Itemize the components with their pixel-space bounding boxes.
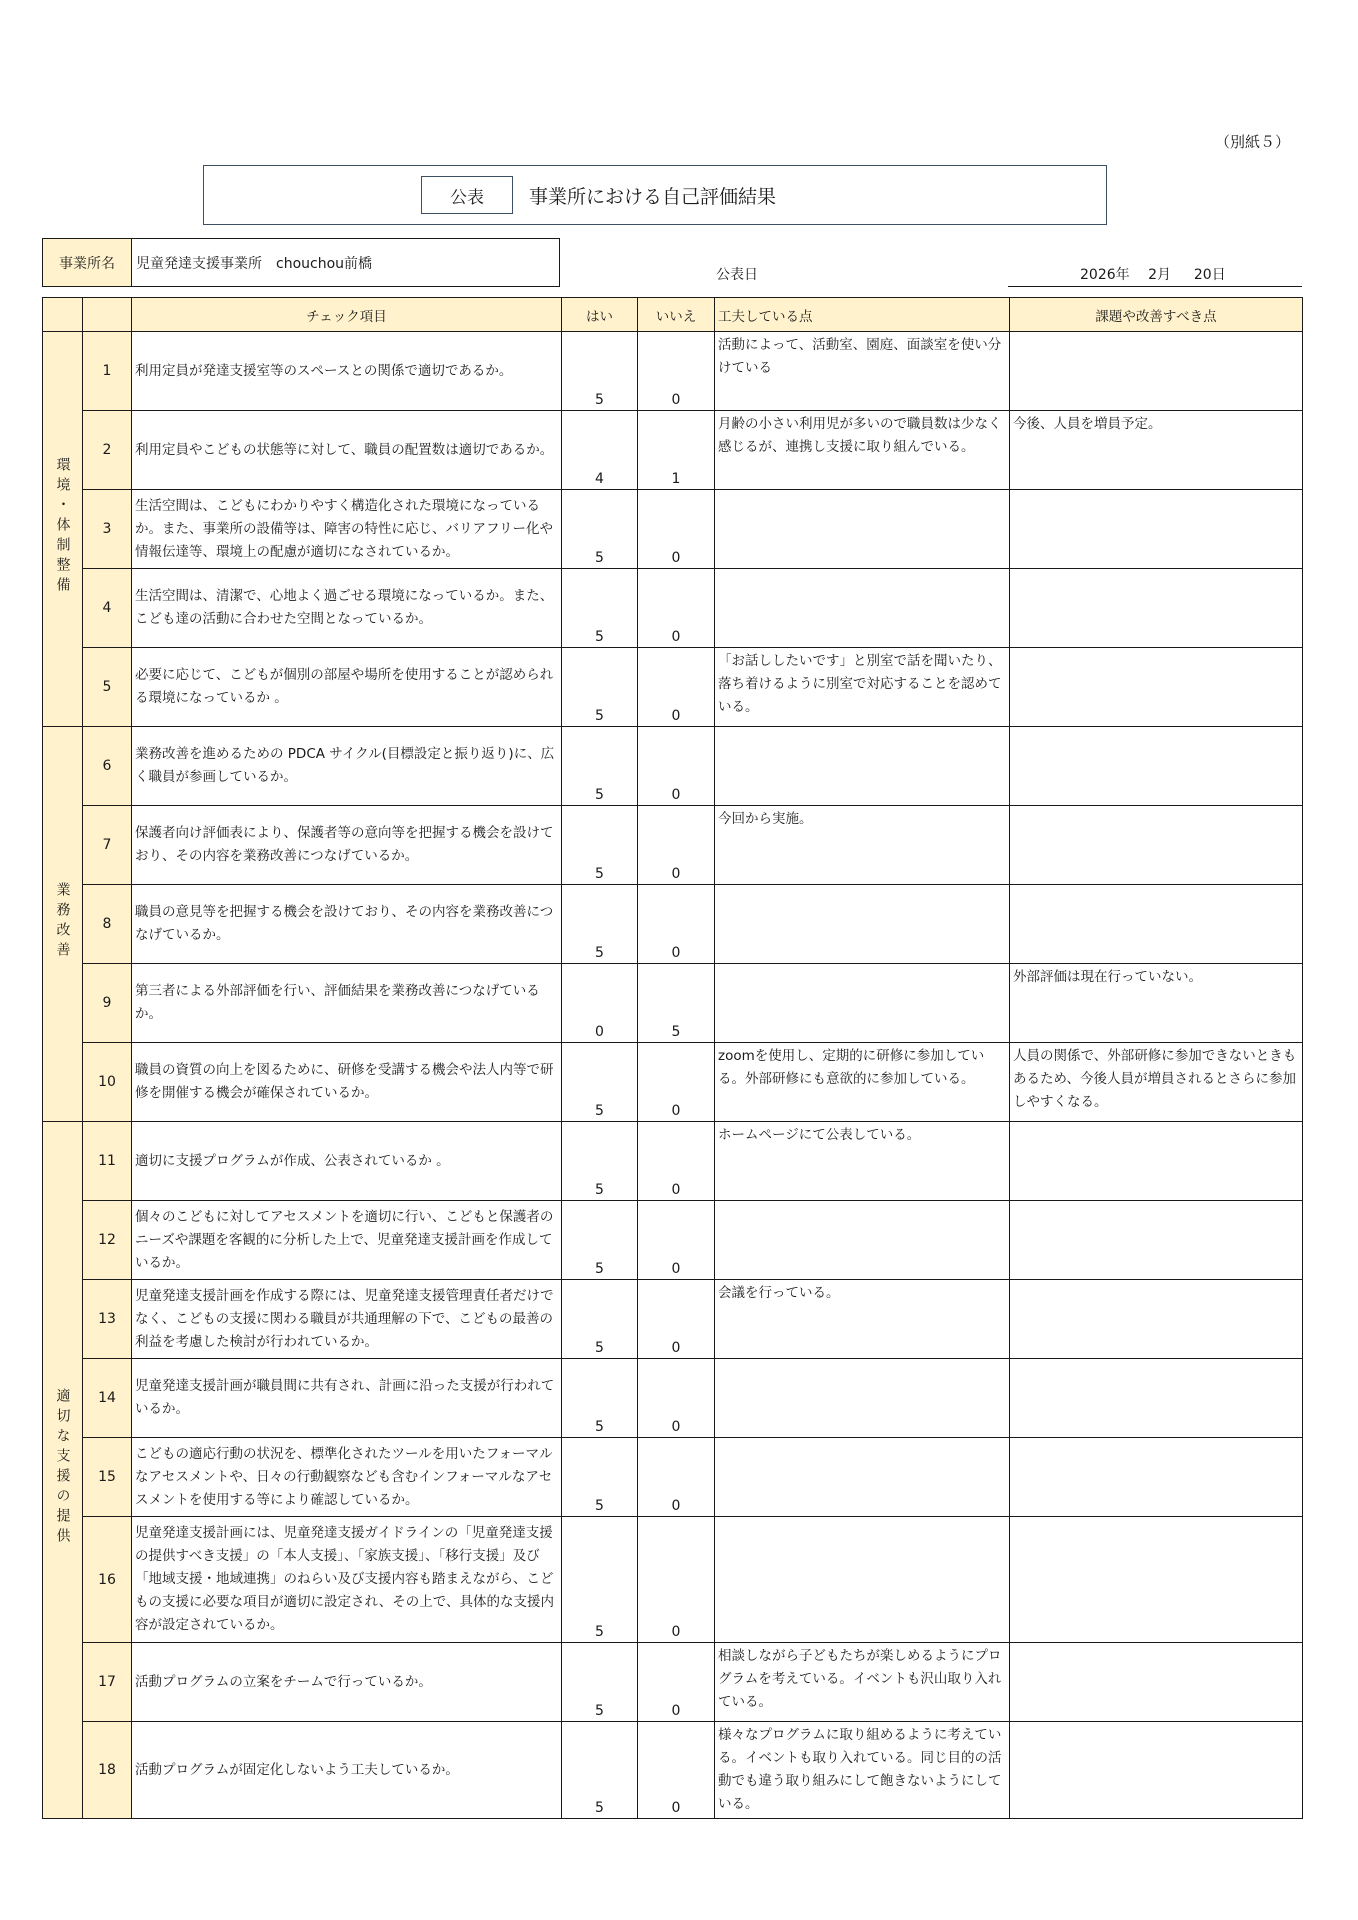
- ingenuity-text: [715, 1201, 1010, 1280]
- ingenuity-text: 様々なプログラムに取り組めるように考えている。イベントも取り入れている。同じ目的の活動でも違う取り組みにして飽きないようにしている。: [715, 1722, 1010, 1819]
- yes-count: 0: [562, 964, 638, 1043]
- question-text: 生活空間は、こどもにわかりやすく構造化された環境になっているか。また、事業所の設備等は、障害の特性に応じ、バリアフリー化や情報伝達等、環境上の配慮が適切になされているか。: [132, 490, 562, 569]
- ingenuity-text: [715, 964, 1010, 1043]
- ingenuity-text: 今回から実施。: [715, 806, 1010, 885]
- yes-count: 5: [562, 332, 638, 411]
- issues-text: [1010, 1359, 1303, 1438]
- no-count: 0: [638, 1359, 715, 1438]
- no-count: 0: [638, 727, 715, 806]
- ingenuity-text: 会議を行っている。: [715, 1280, 1010, 1359]
- question-text: 第三者による外部評価を行い、評価結果を業務改善につなげているか。: [132, 964, 562, 1043]
- category-business-improvement: 業務改善: [43, 727, 83, 1122]
- issues-text: 今後、人員を増員予定。: [1010, 411, 1303, 490]
- question-text: 職員の資質の向上を図るために、研修を受講する機会や法人内等で研修を開催する機会が確保されているか。: [132, 1043, 562, 1122]
- no-count: 0: [638, 490, 715, 569]
- header-yes: はい: [562, 298, 638, 332]
- row-number: 11: [83, 1122, 132, 1201]
- yes-count: 5: [562, 648, 638, 727]
- no-count: 0: [638, 648, 715, 727]
- yes-count: 5: [562, 1280, 638, 1359]
- issues-text: [1010, 1122, 1303, 1201]
- header-issues: 課題や改善すべき点: [1010, 298, 1303, 332]
- ingenuity-text: 「お話ししたいです」と別室で話を聞いたり、落ち着けるように別室で対応することを認めている。: [715, 648, 1010, 727]
- question-text: 個々のこどもに対してアセスメントを適切に行い、こどもと保護者のニーズや課題を客観的に分析した上で、児童発達支援計画を作成しているか。: [132, 1201, 562, 1280]
- yes-count: 5: [562, 1438, 638, 1517]
- annex-label: （別紙５）: [1214, 133, 1290, 151]
- ingenuity-text: [715, 569, 1010, 648]
- row-number: 18: [83, 1722, 132, 1819]
- no-count: 0: [638, 1722, 715, 1819]
- issues-text: [1010, 806, 1303, 885]
- yes-count: 5: [562, 1122, 638, 1201]
- no-count: 0: [638, 332, 715, 411]
- header-number: [83, 298, 132, 332]
- yes-count: 5: [562, 1359, 638, 1438]
- row-number: 17: [83, 1643, 132, 1722]
- date-underline: [1008, 286, 1302, 287]
- table-row: [43, 806, 1303, 885]
- table-row: [43, 569, 1303, 648]
- no-count: 0: [638, 1280, 715, 1359]
- ingenuity-text: [715, 727, 1010, 806]
- question-text: 利用定員やこどもの状態等に対して、職員の配置数は適切であるか。: [132, 411, 562, 490]
- row-number: 1: [83, 332, 132, 411]
- row-number: 10: [83, 1043, 132, 1122]
- no-count: 0: [638, 1643, 715, 1722]
- ingenuity-text: ホームページにて公表している。: [715, 1122, 1010, 1201]
- issues-text: 人員の関係で、外部研修に参加できないときもあるため、今後人員が増員されるとさらに参加しやすくなる。: [1010, 1043, 1303, 1122]
- no-count: 0: [638, 1043, 715, 1122]
- issues-text: 外部評価は現在行っていない。: [1010, 964, 1303, 1043]
- question-text: こどもの適応行動の状況を、標準化されたツールを用いたフォーマルなアセスメントや、日々の行動観察なども含むインフォーマルなアセスメントを使用する等により確認しているか。: [132, 1438, 562, 1517]
- header-category: [43, 298, 83, 332]
- no-count: 0: [638, 1517, 715, 1643]
- ingenuity-text: [715, 1359, 1010, 1438]
- issues-text: [1010, 569, 1303, 648]
- question-text: 活動プログラムが固定化しないよう工夫しているか。: [132, 1722, 562, 1819]
- ingenuity-text: [715, 1517, 1010, 1643]
- yes-count: 5: [562, 1201, 638, 1280]
- yes-count: 5: [562, 1722, 638, 1819]
- table-row: [43, 727, 1303, 806]
- no-count: 0: [638, 1438, 715, 1517]
- yes-count: 5: [562, 569, 638, 648]
- row-number: 2: [83, 411, 132, 490]
- row-number: 3: [83, 490, 132, 569]
- evaluation-table: [42, 297, 1303, 1819]
- issues-text: [1010, 1517, 1303, 1643]
- table-row: [43, 648, 1303, 727]
- table-row: [43, 964, 1303, 1043]
- issues-text: [1010, 1438, 1303, 1517]
- table-row: [43, 1722, 1303, 1819]
- ingenuity-text: zoomを使用し、定期的に研修に参加している。外部研修にも意欲的に参加している。: [715, 1043, 1010, 1122]
- ingenuity-text: 活動によって、活動室、園庭、面談室を使い分けている: [715, 332, 1010, 411]
- table-row: [43, 332, 1303, 411]
- table-row: [43, 1517, 1303, 1643]
- yes-count: 5: [562, 490, 638, 569]
- issues-text: [1010, 1280, 1303, 1359]
- ingenuity-text: 相談しながら子どもたちが楽しめるようにプログラムを考えている。イベントも沢山取り入れている。: [715, 1643, 1010, 1722]
- header-no: いいえ: [638, 298, 715, 332]
- office-name-label: 事業所名: [43, 239, 132, 286]
- table-row: [43, 490, 1303, 569]
- table-row: [43, 411, 1303, 490]
- header-ingenuity: 工夫している点: [715, 298, 1010, 332]
- yes-count: 5: [562, 806, 638, 885]
- question-text: 利用定員が発達支援室等のスペースとの関係で適切であるか。: [132, 332, 562, 411]
- category-appropriate-support: 適切な支援の提供: [43, 1122, 83, 1819]
- issues-text: [1010, 332, 1303, 411]
- row-number: 7: [83, 806, 132, 885]
- row-number: 9: [83, 964, 132, 1043]
- no-count: 1: [638, 411, 715, 490]
- yes-count: 5: [562, 727, 638, 806]
- question-text: 活動プログラムの立案をチームで行っているか。: [132, 1643, 562, 1722]
- ingenuity-text: [715, 1438, 1010, 1517]
- row-number: 16: [83, 1517, 132, 1643]
- no-count: 0: [638, 806, 715, 885]
- issues-text: [1010, 727, 1303, 806]
- yes-count: 5: [562, 1517, 638, 1643]
- title-box: [203, 165, 1107, 225]
- no-count: 0: [638, 885, 715, 964]
- table-row: [43, 1643, 1303, 1722]
- table-row: [43, 1359, 1303, 1438]
- question-text: 児童発達支援計画が職員間に共有され、計画に沿った支援が行われているか。: [132, 1359, 562, 1438]
- no-count: 0: [638, 1122, 715, 1201]
- row-number: 5: [83, 648, 132, 727]
- question-text: 必要に応じて、こどもが個別の部屋や場所を使用することが認められる環境になっているか 。: [132, 648, 562, 727]
- row-number: 6: [83, 727, 132, 806]
- row-number: 15: [83, 1438, 132, 1517]
- table-row: [43, 1122, 1303, 1201]
- yes-count: 5: [562, 1043, 638, 1122]
- yes-count: 5: [562, 1643, 638, 1722]
- issues-text: [1010, 1201, 1303, 1280]
- table-row: [43, 1280, 1303, 1359]
- no-count: 0: [638, 569, 715, 648]
- issues-text: [1010, 490, 1303, 569]
- row-number: 8: [83, 885, 132, 964]
- publish-date-value: 2026年 2月 20日: [1080, 267, 1226, 283]
- table-row: [43, 1043, 1303, 1122]
- office-name-value: 児童発達支援事業所 chouchou前橋: [136, 255, 373, 272]
- ingenuity-text: [715, 490, 1010, 569]
- question-text: 適切に支援プログラムが作成、公表されているか 。: [132, 1122, 562, 1201]
- table-header-row: [43, 298, 1303, 332]
- header-check-item: チェック項目: [132, 298, 562, 332]
- row-number: 13: [83, 1280, 132, 1359]
- table-row: [43, 1438, 1303, 1517]
- question-text: 児童発達支援計画には、児童発達支援ガイドラインの「児童発達支援の提供すべき支援」の「本人支援」、「家族支援」、「移行支援」及び「地域支援・地域連携」のねらい及び支援内容も踏まえながら、こどもの支援に必要な項目が適切に設定され、その上で、具体的な支援内容が設定されているか。: [132, 1517, 562, 1643]
- question-text: 保護者向け評価表により、保護者等の意向等を把握する機会を設けており、その内容を業務改善につなげているか。: [132, 806, 562, 885]
- page-title: 事業所における自己評価結果: [529, 186, 777, 208]
- row-number: 4: [83, 569, 132, 648]
- ingenuity-text: [715, 885, 1010, 964]
- category-environment: 環境・体制整備: [43, 332, 83, 727]
- question-text: 生活空間は、清潔で、心地よく過ごせる環境になっているか。また、こども達の活動に合わせた空間となっているか。: [132, 569, 562, 648]
- office-name-box: [42, 238, 560, 287]
- question-text: 業務改善を進めるための PDCA サイクル(目標設定と振り返り)に、広く職員が参画しているか。: [132, 727, 562, 806]
- row-number: 12: [83, 1201, 132, 1280]
- yes-count: 4: [562, 411, 638, 490]
- issues-text: [1010, 648, 1303, 727]
- publication-badge: 公表: [421, 176, 513, 214]
- table-row: [43, 885, 1303, 964]
- issues-text: [1010, 1643, 1303, 1722]
- no-count: 0: [638, 1201, 715, 1280]
- ingenuity-text: 月齢の小さい利用児が多いので職員数は少なく感じるが、連携し支援に取り組んでいる。: [715, 411, 1010, 490]
- question-text: 職員の意見等を把握する機会を設けており、その内容を業務改善につなげているか。: [132, 885, 562, 964]
- question-text: 児童発達支援計画を作成する際には、児童発達支援管理責任者だけでなく、こどもの支援に関わる職員が共通理解の下で、こどもの最善の利益を考慮した検討が行われているか。: [132, 1280, 562, 1359]
- table-row: [43, 1201, 1303, 1280]
- yes-count: 5: [562, 885, 638, 964]
- row-number: 14: [83, 1359, 132, 1438]
- publish-date-label: 公表日: [716, 267, 758, 283]
- issues-text: [1010, 885, 1303, 964]
- no-count: 5: [638, 964, 715, 1043]
- issues-text: [1010, 1722, 1303, 1819]
